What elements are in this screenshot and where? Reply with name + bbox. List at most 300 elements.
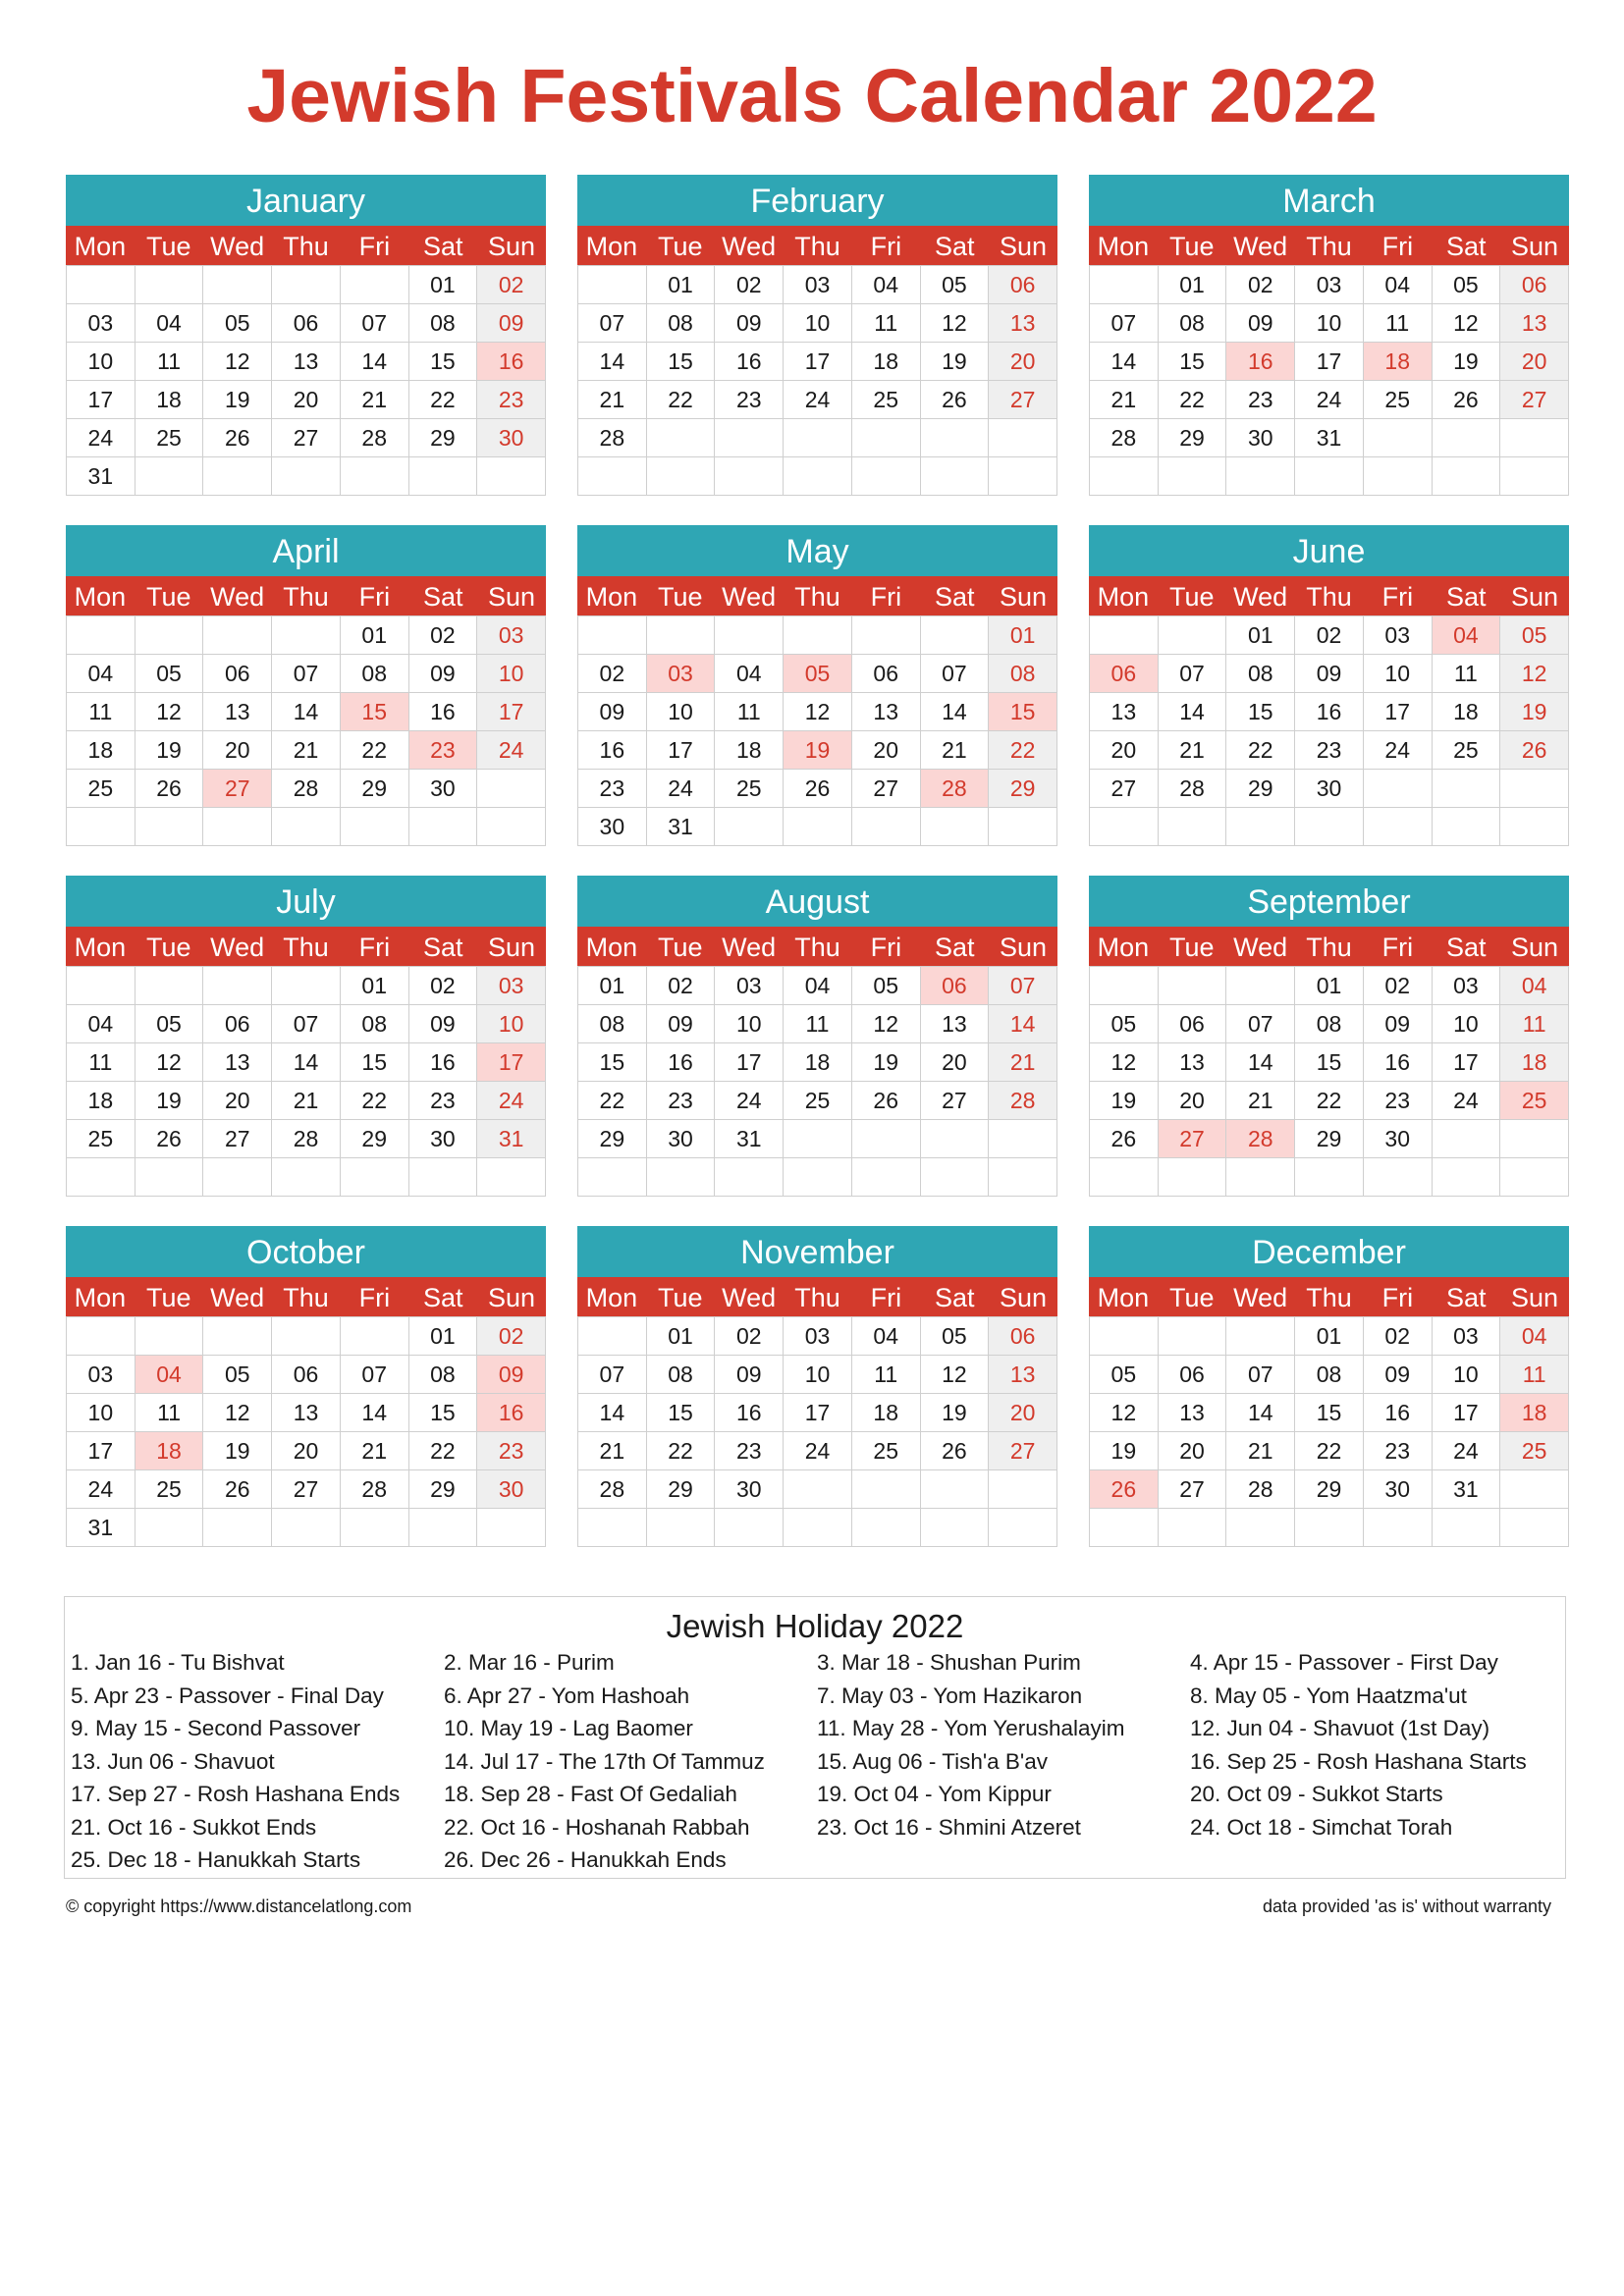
day-cell: 11	[67, 693, 135, 731]
empty-day-cell	[989, 808, 1057, 846]
weekday-label: Mon	[585, 933, 638, 962]
day-cell: 05	[1090, 1356, 1159, 1394]
weekday-label: Sun	[1000, 232, 1048, 261]
day-cell: 13	[1500, 304, 1569, 343]
weekday-label: Fri	[358, 1283, 391, 1312]
day-cell: 26	[921, 1432, 990, 1470]
holiday-list-item: 25. Dec 18 - Hanukkah Starts	[71, 1847, 361, 1872]
day-cell: 29	[341, 770, 409, 808]
day-cell: 10	[477, 655, 546, 693]
day-cell: 16	[1364, 1394, 1433, 1432]
day-cell: 15	[1226, 693, 1295, 731]
day-cell: 22	[647, 381, 716, 419]
month-july	[66, 876, 546, 1197]
day-cell: 20	[1159, 1082, 1227, 1120]
empty-day-cell	[1364, 457, 1433, 496]
empty-day-cell	[67, 616, 135, 655]
day-cell: 20	[1090, 731, 1159, 770]
day-cell: 25	[135, 419, 204, 457]
day-cell: 14	[272, 1043, 341, 1082]
day-cell: 08	[647, 304, 716, 343]
day-cell: 11	[784, 1005, 852, 1043]
empty-day-cell	[647, 419, 716, 457]
day-cell: 24	[67, 1470, 135, 1509]
day-cell: 27	[1090, 770, 1159, 808]
day-cell: 05	[1500, 616, 1569, 655]
day-cell: 31	[1295, 419, 1364, 457]
day-cell: 18	[135, 1432, 204, 1470]
day-cell: 11	[135, 343, 204, 381]
weekday-label: Thu	[283, 1283, 329, 1312]
empty-day-cell	[135, 1509, 204, 1547]
day-cell: 13	[203, 693, 272, 731]
day-cell: 12	[921, 1356, 990, 1394]
day-cell: 14	[1159, 693, 1227, 731]
empty-day-cell	[1159, 1317, 1227, 1356]
day-cell: 18	[1364, 343, 1433, 381]
day-cell: 22	[647, 1432, 716, 1470]
day-cell: 19	[852, 1043, 921, 1082]
holiday-list-item: 2. Mar 16 - Purim	[444, 1650, 615, 1675]
weekday-label: Mon	[74, 1283, 127, 1312]
day-cell: 17	[1295, 343, 1364, 381]
day-cell: 19	[784, 731, 852, 770]
weekday-header-row	[1089, 927, 1569, 966]
day-cell: 15	[341, 693, 409, 731]
day-cell: 27	[1159, 1470, 1227, 1509]
empty-day-cell	[135, 616, 204, 655]
day-cell: 24	[715, 1082, 784, 1120]
day-cell: 17	[784, 343, 852, 381]
day-cell: 05	[1433, 266, 1501, 304]
day-cell: 16	[1364, 1043, 1433, 1082]
day-cell: 02	[477, 266, 546, 304]
day-cell: 03	[1295, 266, 1364, 304]
day-cell: 01	[1226, 616, 1295, 655]
day-cell: 16	[715, 343, 784, 381]
weekday-label: Sat	[934, 582, 975, 612]
day-cell: 15	[647, 1394, 716, 1432]
day-cell: 08	[341, 655, 409, 693]
weekday-label: Mon	[585, 232, 638, 261]
day-cell: 09	[477, 304, 546, 343]
weekday-header-row	[1089, 226, 1569, 265]
empty-day-cell	[784, 616, 852, 655]
weekday-label: Wed	[722, 232, 777, 261]
empty-day-cell	[1364, 808, 1433, 846]
day-cell: 29	[989, 770, 1057, 808]
empty-day-cell	[1364, 1158, 1433, 1197]
day-cell: 12	[784, 693, 852, 731]
day-cell: 11	[1433, 655, 1501, 693]
weekday-label: Tue	[146, 582, 191, 612]
weekday-header-row	[1089, 576, 1569, 615]
day-cell: 02	[647, 967, 716, 1005]
empty-day-cell	[647, 1509, 716, 1547]
empty-day-cell	[784, 1158, 852, 1197]
day-cell: 22	[1226, 731, 1295, 770]
empty-day-cell	[578, 1158, 647, 1197]
day-cell: 13	[1159, 1043, 1227, 1082]
day-cell: 28	[272, 770, 341, 808]
day-cell: 29	[1295, 1470, 1364, 1509]
day-cell: 12	[1433, 304, 1501, 343]
day-grid	[66, 1316, 546, 1547]
day-cell: 03	[715, 967, 784, 1005]
day-cell: 28	[341, 419, 409, 457]
day-cell: 25	[715, 770, 784, 808]
day-cell: 25	[67, 1120, 135, 1158]
day-cell: 25	[1500, 1082, 1569, 1120]
day-cell: 20	[1159, 1432, 1227, 1470]
weekday-label: Sun	[1511, 582, 1559, 612]
months-grid	[66, 175, 1569, 1547]
day-cell: 04	[67, 1005, 135, 1043]
day-cell: 27	[989, 381, 1057, 419]
day-cell: 08	[1295, 1005, 1364, 1043]
holiday-list-item: 1. Jan 16 - Tu Bishvat	[71, 1650, 285, 1675]
day-cell: 27	[1500, 381, 1569, 419]
day-cell: 17	[1364, 693, 1433, 731]
day-cell: 24	[477, 731, 546, 770]
empty-day-cell	[1090, 1509, 1159, 1547]
holiday-list-box	[64, 1596, 1566, 1879]
day-cell: 12	[921, 304, 990, 343]
empty-day-cell	[409, 1509, 478, 1547]
day-cell: 27	[852, 770, 921, 808]
empty-day-cell	[921, 1158, 990, 1197]
day-cell: 01	[1159, 266, 1227, 304]
day-cell: 03	[67, 1356, 135, 1394]
day-cell: 21	[989, 1043, 1057, 1082]
weekday-label: Sat	[1445, 232, 1487, 261]
day-cell: 30	[1364, 1470, 1433, 1509]
empty-day-cell	[852, 616, 921, 655]
month-title: April	[66, 525, 546, 576]
weekday-label: Wed	[1233, 1283, 1288, 1312]
day-cell: 24	[784, 381, 852, 419]
day-cell: 16	[715, 1394, 784, 1432]
empty-day-cell	[1500, 1120, 1569, 1158]
empty-day-cell	[852, 1120, 921, 1158]
day-cell: 24	[1295, 381, 1364, 419]
day-cell: 16	[409, 693, 478, 731]
day-grid	[1089, 966, 1569, 1197]
day-cell: 10	[1364, 655, 1433, 693]
day-cell: 03	[784, 266, 852, 304]
day-cell: 11	[1500, 1356, 1569, 1394]
day-cell: 13	[1159, 1394, 1227, 1432]
day-cell: 15	[1295, 1043, 1364, 1082]
day-cell: 07	[921, 655, 990, 693]
weekday-header-row	[66, 226, 546, 265]
empty-day-cell	[341, 266, 409, 304]
empty-day-cell	[203, 1317, 272, 1356]
empty-day-cell	[852, 457, 921, 496]
empty-day-cell	[341, 1317, 409, 1356]
day-cell: 29	[1159, 419, 1227, 457]
empty-day-cell	[1226, 808, 1295, 846]
month-title: September	[1089, 876, 1569, 927]
month-title: May	[577, 525, 1057, 576]
day-cell: 29	[1295, 1120, 1364, 1158]
weekday-label: Thu	[794, 232, 840, 261]
day-cell: 12	[135, 693, 204, 731]
day-cell: 27	[203, 770, 272, 808]
empty-day-cell	[1364, 419, 1433, 457]
weekday-label: Wed	[210, 933, 265, 962]
empty-day-cell	[852, 808, 921, 846]
weekday-label: Tue	[658, 1283, 703, 1312]
day-cell: 03	[477, 616, 546, 655]
empty-day-cell	[272, 616, 341, 655]
day-cell: 16	[1295, 693, 1364, 731]
weekday-label: Thu	[283, 933, 329, 962]
weekday-label: Tue	[658, 933, 703, 962]
day-cell: 26	[135, 1120, 204, 1158]
empty-day-cell	[1295, 808, 1364, 846]
day-cell: 17	[477, 693, 546, 731]
day-cell: 21	[1226, 1082, 1295, 1120]
weekday-label: Wed	[210, 1283, 265, 1312]
empty-day-cell	[477, 457, 546, 496]
day-cell: 26	[203, 1470, 272, 1509]
month-september	[1089, 876, 1569, 1197]
day-cell: 10	[647, 693, 716, 731]
day-cell: 17	[477, 1043, 546, 1082]
day-cell: 01	[409, 266, 478, 304]
empty-day-cell	[1433, 419, 1501, 457]
day-cell: 25	[1364, 381, 1433, 419]
day-cell: 29	[341, 1120, 409, 1158]
day-cell: 19	[1433, 343, 1501, 381]
day-cell: 12	[852, 1005, 921, 1043]
weekday-label: Fri	[1381, 1283, 1414, 1312]
day-cell: 12	[1090, 1043, 1159, 1082]
month-august	[577, 876, 1057, 1197]
day-cell: 05	[852, 967, 921, 1005]
day-cell: 04	[67, 655, 135, 693]
weekday-label: Fri	[870, 232, 902, 261]
day-cell: 30	[1364, 1120, 1433, 1158]
empty-day-cell	[921, 616, 990, 655]
day-cell: 03	[647, 655, 716, 693]
day-cell: 25	[67, 770, 135, 808]
month-title: March	[1089, 175, 1569, 226]
day-cell: 11	[1364, 304, 1433, 343]
day-cell: 07	[1090, 304, 1159, 343]
day-cell: 04	[1500, 1317, 1569, 1356]
copyright-text: © copyright https://www.distancelatlong.com	[66, 1896, 412, 1916]
day-cell: 06	[203, 655, 272, 693]
empty-day-cell	[1090, 266, 1159, 304]
empty-day-cell	[852, 419, 921, 457]
empty-day-cell	[989, 419, 1057, 457]
empty-day-cell	[647, 457, 716, 496]
empty-day-cell	[1226, 1158, 1295, 1197]
weekday-label: Wed	[1233, 232, 1288, 261]
empty-day-cell	[715, 419, 784, 457]
day-cell: 15	[647, 343, 716, 381]
day-cell: 16	[647, 1043, 716, 1082]
day-cell: 14	[921, 693, 990, 731]
day-cell: 08	[341, 1005, 409, 1043]
empty-day-cell	[477, 770, 546, 808]
weekday-header-row	[66, 1277, 546, 1316]
weekday-label: Fri	[358, 232, 391, 261]
empty-day-cell	[1433, 457, 1501, 496]
day-cell: 28	[272, 1120, 341, 1158]
day-cell: 26	[135, 770, 204, 808]
empty-day-cell	[135, 1317, 204, 1356]
day-cell: 08	[409, 1356, 478, 1394]
empty-day-cell	[135, 457, 204, 496]
day-cell: 20	[1500, 343, 1569, 381]
weekday-label: Mon	[74, 582, 127, 612]
day-cell: 13	[852, 693, 921, 731]
day-grid	[577, 966, 1057, 1197]
weekday-label: Tue	[146, 1283, 191, 1312]
empty-day-cell	[1226, 1509, 1295, 1547]
weekday-label: Fri	[1381, 582, 1414, 612]
day-cell: 09	[578, 693, 647, 731]
empty-day-cell	[409, 457, 478, 496]
day-cell: 10	[1433, 1356, 1501, 1394]
weekday-label: Sun	[1511, 1283, 1559, 1312]
holiday-list-item: 22. Oct 16 - Hoshanah Rabbah	[444, 1814, 750, 1840]
day-cell: 15	[1159, 343, 1227, 381]
weekday-label: Mon	[585, 1283, 638, 1312]
empty-day-cell	[67, 266, 135, 304]
day-cell: 17	[715, 1043, 784, 1082]
day-cell: 27	[989, 1432, 1057, 1470]
day-grid	[1089, 1316, 1569, 1547]
day-grid	[577, 1316, 1057, 1547]
weekday-label: Sun	[488, 232, 536, 261]
day-cell: 09	[409, 1005, 478, 1043]
day-cell: 02	[1364, 1317, 1433, 1356]
day-cell: 24	[1433, 1082, 1501, 1120]
empty-day-cell	[409, 1158, 478, 1197]
day-cell: 23	[477, 381, 546, 419]
day-cell: 06	[272, 304, 341, 343]
day-cell: 29	[1226, 770, 1295, 808]
empty-day-cell	[135, 1158, 204, 1197]
day-cell: 27	[1159, 1120, 1227, 1158]
day-cell: 02	[1364, 967, 1433, 1005]
empty-day-cell	[1500, 419, 1569, 457]
day-cell: 17	[1433, 1043, 1501, 1082]
day-cell: 01	[647, 1317, 716, 1356]
empty-day-cell	[1295, 457, 1364, 496]
weekday-label: Mon	[1097, 1283, 1150, 1312]
day-cell: 04	[135, 304, 204, 343]
day-cell: 04	[852, 1317, 921, 1356]
empty-day-cell	[1090, 808, 1159, 846]
day-cell: 09	[1364, 1005, 1433, 1043]
empty-day-cell	[989, 1509, 1057, 1547]
day-cell: 23	[409, 731, 478, 770]
empty-day-cell	[272, 1509, 341, 1547]
day-cell: 04	[715, 655, 784, 693]
empty-day-cell	[1159, 967, 1227, 1005]
weekday-label: Thu	[794, 1283, 840, 1312]
day-cell: 31	[1433, 1470, 1501, 1509]
day-cell: 29	[647, 1470, 716, 1509]
day-cell: 21	[578, 381, 647, 419]
day-cell: 16	[578, 731, 647, 770]
day-cell: 02	[715, 1317, 784, 1356]
day-cell: 13	[989, 304, 1057, 343]
empty-day-cell	[1433, 1120, 1501, 1158]
holiday-list-item: 12. Jun 04 - Shavuot (1st Day)	[1190, 1716, 1490, 1740]
weekday-label: Wed	[1233, 582, 1288, 612]
day-cell: 05	[203, 1356, 272, 1394]
day-cell: 02	[1226, 266, 1295, 304]
empty-day-cell	[784, 1509, 852, 1547]
empty-day-cell	[67, 967, 135, 1005]
day-cell: 10	[477, 1005, 546, 1043]
day-cell: 28	[341, 1470, 409, 1509]
day-cell: 12	[135, 1043, 204, 1082]
day-cell: 31	[647, 808, 716, 846]
day-cell: 06	[1500, 266, 1569, 304]
day-cell: 08	[578, 1005, 647, 1043]
empty-day-cell	[1226, 967, 1295, 1005]
month-october	[66, 1226, 546, 1547]
day-cell: 04	[1364, 266, 1433, 304]
empty-day-cell	[272, 266, 341, 304]
weekday-label: Sun	[488, 582, 536, 612]
weekday-label: Tue	[1169, 232, 1215, 261]
day-cell: 21	[1226, 1432, 1295, 1470]
month-title: December	[1089, 1226, 1569, 1277]
day-cell: 11	[852, 1356, 921, 1394]
day-cell: 31	[715, 1120, 784, 1158]
day-cell: 07	[341, 304, 409, 343]
day-cell: 20	[989, 343, 1057, 381]
weekday-label: Sat	[422, 933, 463, 962]
day-cell: 05	[135, 1005, 204, 1043]
day-cell: 04	[852, 266, 921, 304]
day-cell: 26	[203, 419, 272, 457]
day-cell: 30	[715, 1470, 784, 1509]
weekday-label: Thu	[1306, 1283, 1352, 1312]
day-cell: 30	[1226, 419, 1295, 457]
day-cell: 21	[1159, 731, 1227, 770]
weekday-label: Sat	[1445, 582, 1487, 612]
day-cell: 19	[203, 1432, 272, 1470]
day-cell: 16	[477, 343, 546, 381]
day-cell: 17	[647, 731, 716, 770]
empty-day-cell	[1090, 457, 1159, 496]
empty-day-cell	[1090, 967, 1159, 1005]
day-cell: 23	[578, 770, 647, 808]
day-cell: 07	[341, 1356, 409, 1394]
day-cell: 13	[272, 1394, 341, 1432]
empty-day-cell	[477, 1509, 546, 1547]
holiday-list-item: 6. Apr 27 - Yom Hashoah	[444, 1682, 690, 1708]
day-cell: 27	[921, 1082, 990, 1120]
day-cell: 05	[1090, 1005, 1159, 1043]
day-cell: 11	[852, 304, 921, 343]
holiday-list-item: 19. Oct 04 - Yom Kippur	[817, 1782, 1052, 1806]
month-november	[577, 1226, 1057, 1547]
day-cell: 21	[1090, 381, 1159, 419]
day-cell: 04	[1433, 616, 1501, 655]
day-cell: 09	[409, 655, 478, 693]
empty-day-cell	[341, 1509, 409, 1547]
